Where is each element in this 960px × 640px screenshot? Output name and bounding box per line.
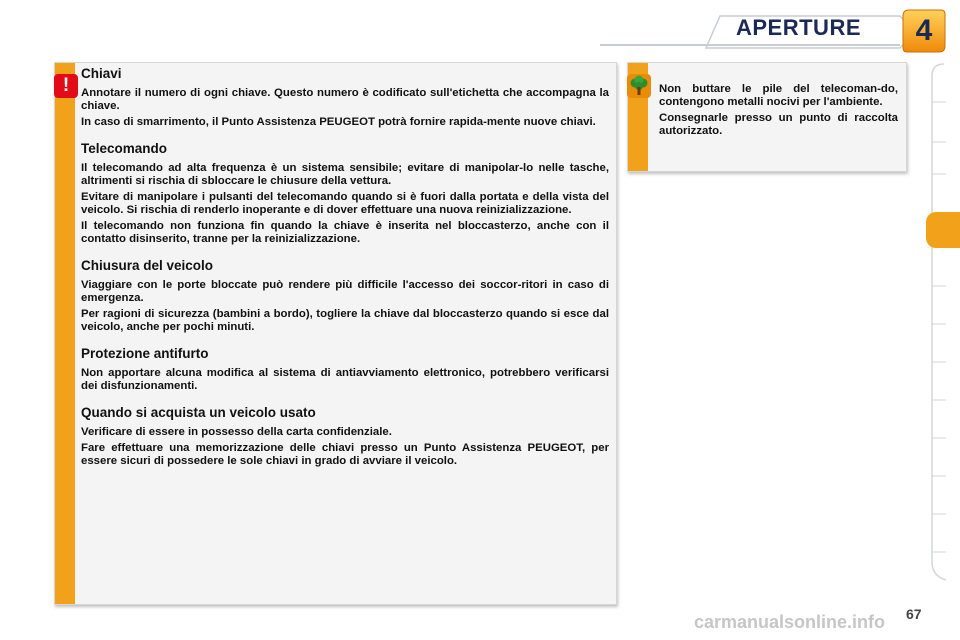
section-title: Telecomando [81,141,168,156]
paragraph: Non buttare le pile del telecoman-do, contengono metalli nocivi per l'ambiente. [659,83,898,108]
section-title: Quando si acquista un veicolo usato [81,405,316,420]
section-chiavi [81,66,609,129]
watermark: carmanualsonline.info [694,612,886,632]
chapter-number: 4 [915,14,933,47]
paragraph: Il telecomando ad alta frequenza è un sistema sensibile; evitare di manipolar-lo nelle tasche, altrimenti si rischia di sbloccare le chiusure della vettura. [81,162,609,187]
tree-icon [627,74,651,98]
paragraph: Per ragioni di sicurezza (bambini a bordo), togliere la chiave dal bloccasterzo quando si esce dal veicolo, anche per pochi minuti. [81,308,609,333]
chapter-tab-rail [928,62,960,582]
section-telecomando [81,141,609,246]
paragraph: Non apportare alcuna modifica al sistema di antiavviamento elettronico, potrebbero verificarsi dei disfunzionamenti. [81,367,609,392]
page-number: 67 [906,606,922,622]
panel-accent-bar [55,63,75,604]
header-divider [600,44,900,46]
section-antifurto [81,346,609,393]
paragraph: Verificare di essere in possesso della carta confidenziale. [81,426,392,438]
section-usato [81,405,609,468]
section-title: Protezione antifurto [81,346,209,361]
chapter-tab-active[interactable] [926,212,960,248]
paragraph: Evitare di manipolare i pulsanti del telecomando quando si è fuori dalla portata e della vista del veicolo. Si rischia di renderlo inoperante e di dover effettuare una nuova reinizializzazione. [81,191,609,216]
paragraph: In caso di smarrimento, il Punto Assistenza PEUGEOT potrà fornire rapida-mente nuove chiavi. [81,116,596,128]
section-title: Chiusura del veicolo [81,258,214,273]
paragraph: Il telecomando non funziona fin quando la chiave è inserita nel bloccasterzo, anche con il contatto disinserito, tranne per la reinizializzazione. [81,220,609,245]
section-title: Chiavi [81,66,122,81]
warning-icon: ! [54,74,78,98]
paragraph: Viaggiare con le porte bloccate può rendere più difficile l'accesso dei soccor-ritori in caso di emergenza. [81,279,609,304]
section-chiusura [81,258,609,334]
main-panel-content [81,66,609,480]
environment-panel-content [659,83,898,141]
paragraph: Consegnarle presso un punto di raccolta autorizzato. [659,112,898,137]
paragraph: Annotare il numero di ogni chiave. Questo numero è codificato sull'etichetta che accompagna la chiave. [81,87,609,112]
page-title: APERTURE [736,15,862,40]
paragraph: Fare effettuare una memorizzazione delle chiavi presso un Punto Assistenza PEUGEOT, per essere sicuri di possedere le sole chiavi in grado di avviare il veicolo. [81,442,609,467]
